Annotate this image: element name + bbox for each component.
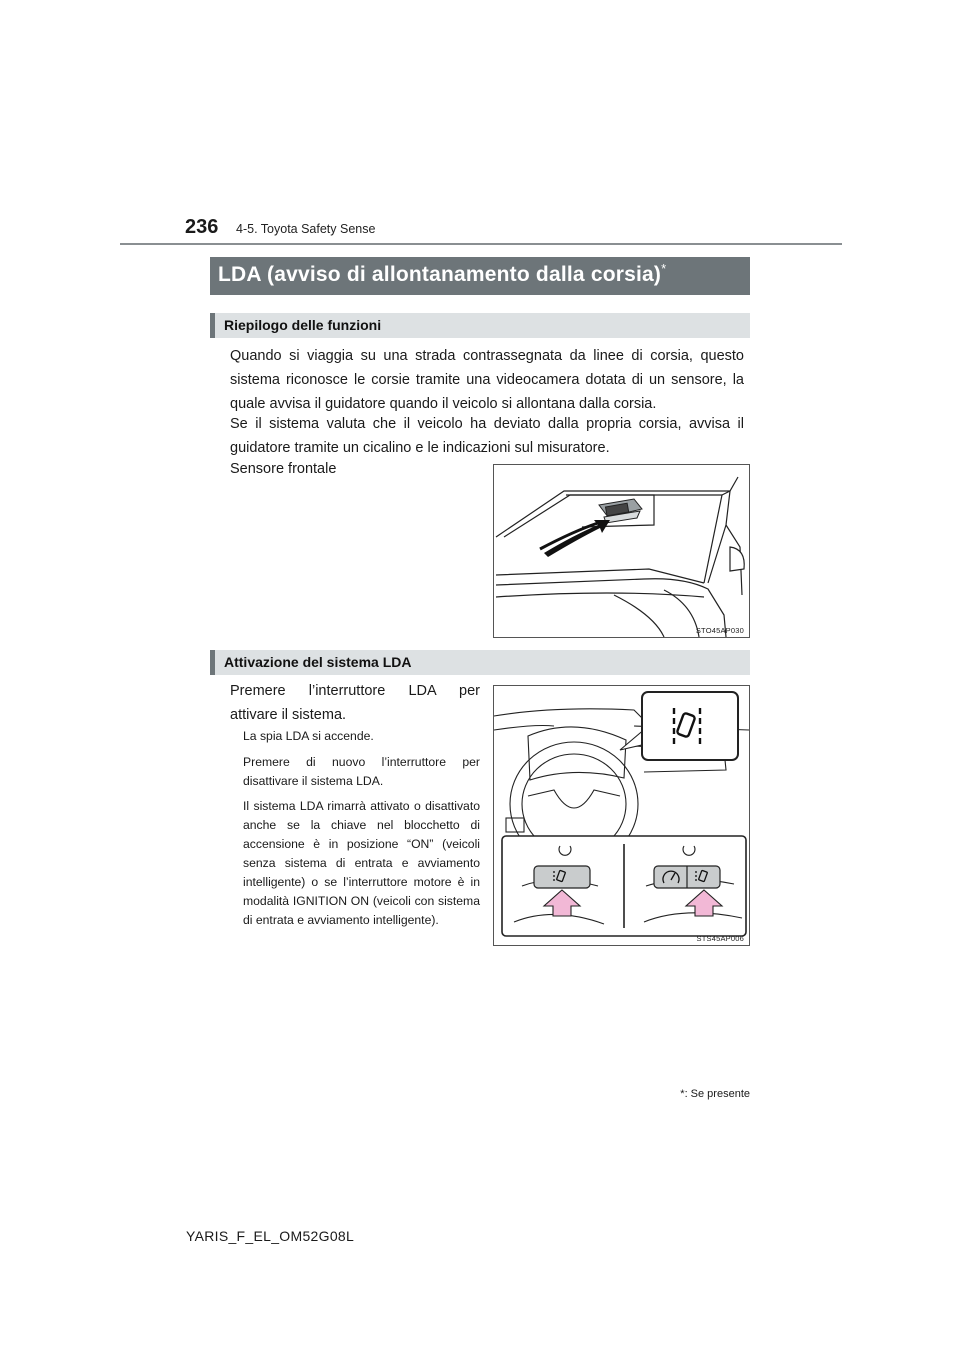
footnote-text: : Se presente bbox=[684, 1088, 750, 1100]
section-heading-activation: Attivazione del sistema LDA bbox=[210, 650, 750, 675]
footnote bbox=[630, 1088, 750, 1100]
activation-note-1: La spia LDA si accende. bbox=[243, 729, 374, 743]
summary-paragraph-1: Quando si viaggia su una strada contrassegnata da linee di corsia, questo sistema riconosce le corsie tramite una videocamera dotata di un sensore, la quale avvisa il guidatore quando il veicolo si allontana dalla corsia. bbox=[230, 348, 744, 412]
front-sensor-label: Sensore frontale bbox=[230, 461, 337, 477]
header-divider bbox=[120, 243, 842, 245]
lda-switch-figure bbox=[493, 685, 750, 946]
activation-instruction-line-2: attivare il sistema. bbox=[230, 707, 347, 723]
figure-code-1: STO45AP030 bbox=[695, 626, 744, 635]
steering-wheel-illustration bbox=[494, 686, 749, 945]
footnote-symbol: * bbox=[680, 1088, 685, 1100]
figure-code-2: STS45AP006 bbox=[696, 934, 744, 943]
title-asterisk: * bbox=[661, 261, 667, 276]
windshield-illustration bbox=[494, 465, 749, 637]
footer-doc-code: YARIS_F_EL_OM52G08L bbox=[186, 1228, 355, 1244]
activation-note-2: Premere di nuovo l’interruttore per disattivare il sistema LDA. bbox=[243, 755, 480, 788]
summary-paragraph-2: Se il sistema valuta che il veicolo ha deviato dalla propria corsia, avvisa il guidatore tramite un cicalino e le indicazioni sul misuratore. bbox=[230, 416, 744, 456]
activation-note-3: Il sistema LDA rimarrà attivato o disattivato anche se la chiave nel blocchetto di accensione è in posizione “ON” (veicoli senza sistema di entrata e avviamento intelligente) o se l’interruttore motore è in modalità IGNITION ON (veicoli con sistema di entrata e avviamento intelligente). bbox=[243, 799, 480, 927]
section-reference: 4-5. Toyota Safety Sense bbox=[236, 222, 376, 236]
activation-instruction-line-1: Premere l’interruttore LDA per bbox=[230, 683, 480, 699]
page-number: 236 bbox=[185, 216, 219, 238]
page-title-text: LDA (avviso di allontanamento dalla corsia) bbox=[218, 263, 662, 286]
section-heading-summary: Riepilogo delle funzioni bbox=[210, 313, 750, 338]
page-title bbox=[210, 257, 750, 295]
front-sensor-figure bbox=[493, 464, 750, 638]
